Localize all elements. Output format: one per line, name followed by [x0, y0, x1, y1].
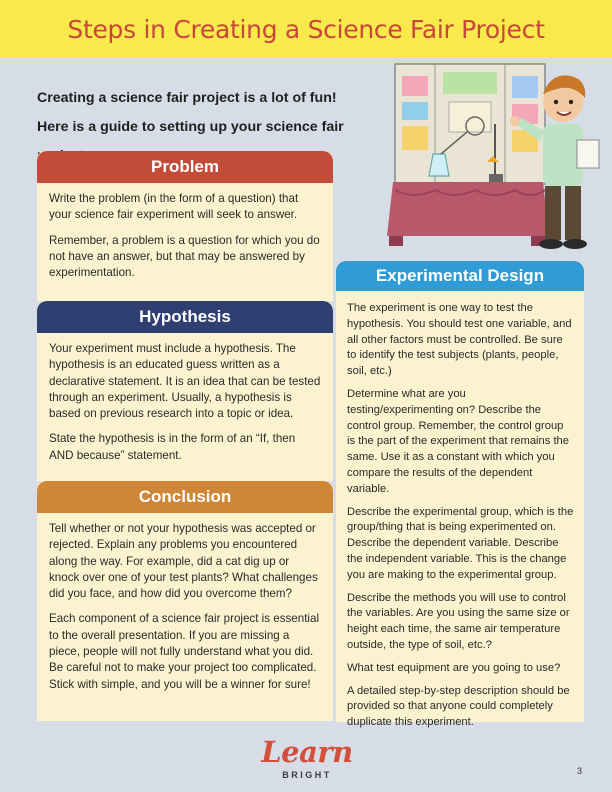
conclusion-card: [37, 481, 333, 721]
design-paragraph-1: The experiment is one way to test the hypothesis. You should test one variable, and all other factors must be controlled. Be sure to identify the test subjects (plants, people, soil, etc.): [347, 302, 572, 378]
problem-card: [37, 151, 333, 301]
hypothesis-paragraph-1: Your experiment must include a hypothesis. The hypothesis is an educated guess written as a declarative statement. It is an idea that can be tested through an experiment. Usually, a hypothesis is based on previous research into a topic or idea.: [49, 342, 321, 421]
hypothesis-paragraph-2: State the hypothesis is in the form of an “If, then AND because” statement.: [49, 432, 296, 462]
hypothesis-body: [37, 333, 333, 464]
intro-line-2: Here is a guide to setting up your science fair: [37, 119, 344, 135]
conclusion-paragraph-2: Each component of a science fair project is essential to the overall presentation. If you are missing a piece, people will not fully understand what you did. Be careful not to make your project too complicated. Stick with simple, and you will be a winner for sure!: [49, 612, 320, 691]
design-paragraph-4: Describe the methods you will use to control the variables. Are you using the same size or height each time, the same air temperature outside, the type of soil, etc.?: [347, 591, 570, 651]
experimental-design-card: [336, 261, 584, 729]
design-paragraph-2: Determine what are you testing/experimenting on? Describe the control group. Remember, the control group is the part of the experiment that remains the same. Use it as a constant with which you compare the results of the dependent variable.: [347, 387, 570, 495]
problem-paragraph-1: Write the problem (in the form of a question) that your science fair experiment will seek to answer.: [49, 192, 299, 222]
title-banner: [0, 0, 612, 58]
problem-paragraph-2: Remember, a problem is a question for which you do not have an answer, but that may be answered by experimentation.: [49, 233, 320, 280]
logo-word: Learn: [261, 735, 353, 769]
learn-bright-logo: [252, 733, 362, 783]
problem-body: [37, 183, 333, 281]
design-paragraph-3: Describe the experimental group, which is the group/thing that is being experimented on. Describe the dependent variable. Describe the independent variable. This is the change you are making to the experimental group.: [347, 505, 574, 581]
design-paragraph-6: A detailed step-by-step description should be provided so that anyone could completely duplicate this experiment.: [347, 684, 570, 729]
experimental-design-heading: Experimental Design: [336, 261, 584, 291]
conclusion-heading: Conclusion: [37, 481, 333, 513]
page-number: 3: [577, 766, 583, 776]
hypothesis-card: [37, 301, 333, 481]
boy-with-science-fair-board-icon: [355, 58, 605, 258]
experimental-design-body: [336, 291, 584, 731]
intro-line-1: Creating a science fair project is a lot of fun!: [37, 90, 337, 106]
problem-heading: Problem: [37, 151, 333, 183]
page-title: Steps in Creating a Science Fair Project: [67, 14, 545, 44]
conclusion-body: [37, 513, 333, 693]
logo-sub: BRIGHT: [282, 770, 332, 780]
conclusion-paragraph-1: Tell whether or not your hypothesis was accepted or rejected. Explain any problems you encountered along the way. For example, did a cat dig up or knock over one of your test plants? What challenges did you face, and how did you overcome them?: [49, 522, 318, 601]
hypothesis-heading: Hypothesis: [37, 301, 333, 333]
design-paragraph-5: What test equipment are you going to use?: [347, 661, 561, 674]
